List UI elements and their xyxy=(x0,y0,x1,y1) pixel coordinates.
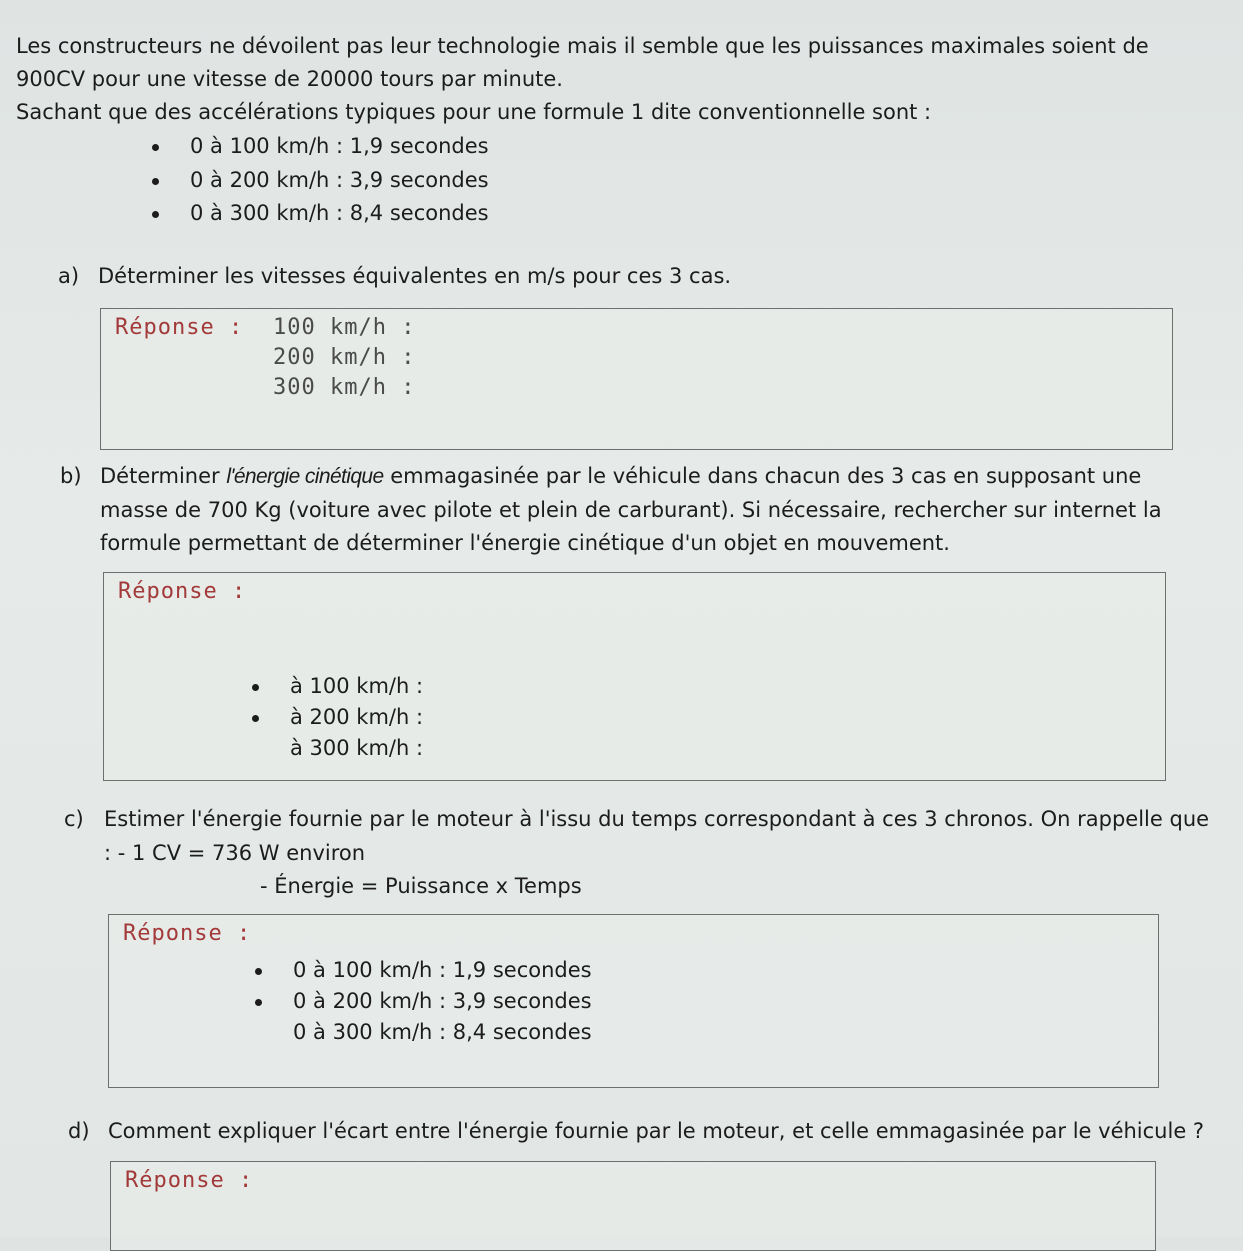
answer-b-item: à 100 km/h : xyxy=(252,671,423,702)
answer-b-list xyxy=(252,671,423,764)
question-d-text: Comment expliquer l'écart entre l'énergie fournie par le moteur, et celle emmagasinée par le véhicule ? xyxy=(108,1119,1205,1143)
answer-c-item: 0 à 200 km/h : 3,9 secondes xyxy=(255,986,592,1017)
answer-label-d: Réponse : xyxy=(125,1168,254,1193)
answer-box-d[interactable] xyxy=(110,1161,1156,1251)
answer-c-item: 0 à 300 km/h : 8,4 secondes xyxy=(293,1020,592,1044)
acceleration-list xyxy=(150,130,489,231)
intro-paragraph xyxy=(16,30,1196,129)
answer-a-line: 200 km/h : xyxy=(273,345,416,370)
answer-box-b[interactable] xyxy=(103,572,1166,781)
question-b-text-before: Déterminer xyxy=(100,464,227,488)
question-b-text-after: emmagasinée par le véhicule dans chacun des 3 cas en supposant une xyxy=(383,464,1142,488)
answer-c-list xyxy=(255,955,592,1048)
answer-label-b: Réponse : xyxy=(118,579,247,604)
answer-b-item: à 300 km/h : xyxy=(290,736,424,760)
question-c-line-3: - Énergie = Puissance x Temps xyxy=(260,874,582,898)
question-b-line-2: masse de 700 Kg (voiture avec pilote et plein de carburant). Si nécessaire, rechercher sur internet la xyxy=(100,497,1162,522)
question-c-line-2: : - 1 CV = 736 W environ xyxy=(104,840,366,865)
intro-line-2: 900CV pour une vitesse de 20000 tours par minute. xyxy=(16,67,563,91)
question-b-letter: b) xyxy=(60,464,82,488)
acceleration-item: 0 à 300 km/h : 8,4 secondes xyxy=(150,197,489,231)
question-b xyxy=(60,460,1210,561)
intro-line-1: Les constructeurs ne dévoilent pas leur technologie mais il semble que les puissances maximales soient de xyxy=(16,34,1149,58)
intro-line-3: Sachant que des accélérations typiques pour une formule 1 dite conventionnelle sont : xyxy=(16,100,932,124)
answer-label-c: Réponse : xyxy=(123,921,252,946)
acceleration-item: 0 à 100 km/h : 1,9 secondes xyxy=(150,130,489,164)
answer-a-line: 300 km/h : xyxy=(273,375,416,400)
answer-box-c[interactable] xyxy=(108,914,1159,1088)
answer-label-a: Réponse : xyxy=(115,315,244,340)
question-a xyxy=(58,260,1208,294)
answer-a-line: 100 km/h : xyxy=(273,315,416,340)
question-b-line-3: formule permettant de déterminer l'énergie cinétique d'un objet en mouvement. xyxy=(100,531,950,555)
question-b-line-1 xyxy=(60,460,1210,494)
answer-b-item: à 200 km/h : xyxy=(252,702,423,733)
question-d xyxy=(68,1115,1228,1149)
answer-c-item: 0 à 100 km/h : 1,9 secondes xyxy=(255,955,592,986)
answer-box-a[interactable] xyxy=(100,308,1173,450)
question-c-line-1: Estimer l'énergie fournie par le moteur à l'issu du temps correspondant à ces 3 chronos. On rappelle que xyxy=(104,807,1210,831)
question-b-italic: l'énergie cinétique xyxy=(226,465,384,488)
acceleration-item: 0 à 200 km/h : 3,9 secondes xyxy=(150,164,489,198)
question-c-letter: c) xyxy=(64,807,84,831)
question-c xyxy=(64,803,1224,904)
question-a-letter: a) xyxy=(58,264,80,288)
question-d-letter: d) xyxy=(68,1119,90,1143)
question-a-text: Déterminer les vitesses équivalentes en m/s pour ces 3 cas. xyxy=(98,264,732,288)
